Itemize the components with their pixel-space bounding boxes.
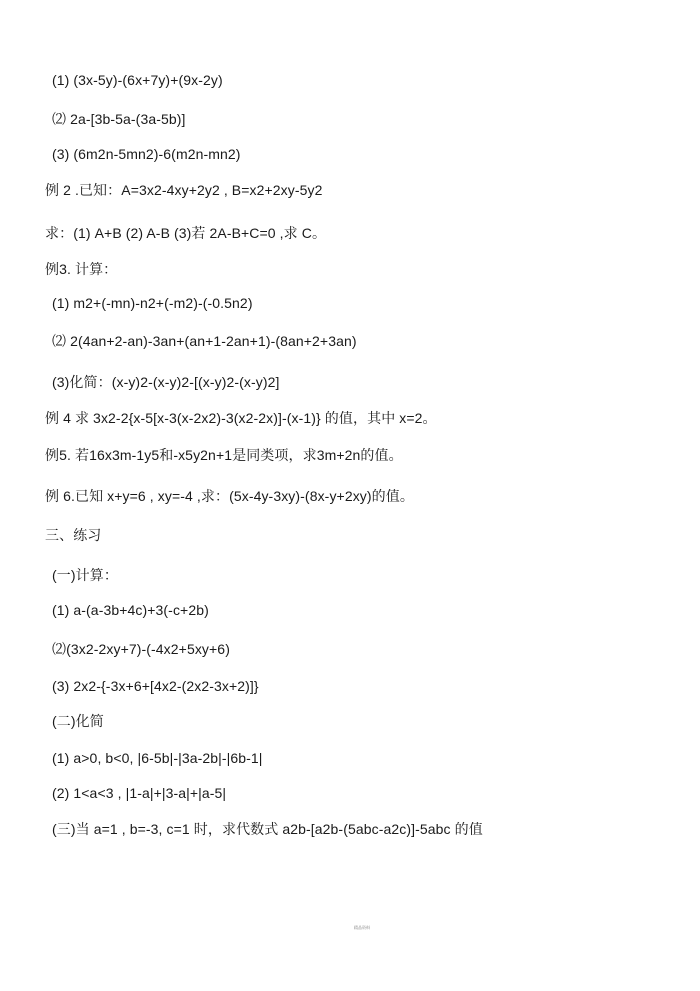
practice-2-1: (1) a>0, b<0, |6-5b|-|3a-2b|-|6b-1| bbox=[52, 750, 263, 766]
exercise-1-1: (1) (3x-5y)-(6x+7y)+(9x-2y) bbox=[52, 72, 223, 88]
example-5: 例5. 若16x3m-1y5和-x5y2n+1是同类项，求3m+2n的值。 bbox=[45, 447, 403, 463]
practice-1-3: (3) 2x2-{-3x+6+[4x2-(2x2-3x+2)]} bbox=[52, 678, 259, 694]
practice-1-1: (1) a-(a-3b+4c)+3(-c+2b) bbox=[52, 602, 209, 618]
example-3-3: (3)化简：(x-y)2-(x-y)2-[(x-y)2-(x-y)2] bbox=[52, 374, 280, 390]
example-2-given: 例 2 .已知：A=3x2-4xy+2y2 , B=x2+2xy-5y2 bbox=[45, 182, 323, 198]
practice-3: (三)当 a=1 , b=-3, c=1 时，求代数式 a2b-[a2b-(5abc-a2c)]-5abc 的值 bbox=[52, 821, 483, 837]
practice-1-2: ⑵(3x2-2xy+7)-(-4x2+5xy+6) bbox=[52, 641, 230, 657]
example-3-heading: 例3. 计算： bbox=[45, 261, 118, 277]
exercise-1-3: (3) (6m2n-5mn2)-6(m2n-mn2) bbox=[52, 146, 241, 162]
exercise-1-2: ⑵ 2a-[3b-5a-(3a-5b)] bbox=[52, 111, 186, 127]
example-3-1: (1) m2+(-mn)-n2+(-m2)-(-0.5n2) bbox=[52, 295, 253, 311]
example-3-2: ⑵ 2(4an+2-an)-3an+(an+1-2an+1)-(8an+2+3an) bbox=[52, 333, 357, 349]
practice-2-2: (2) 1<a<3 , |1-a|+|3-a|+|a-5| bbox=[52, 785, 227, 801]
practice-2-heading: (二)化简 bbox=[52, 713, 104, 729]
example-2-ask: 求：(1) A+B (2) A-B (3)若 2A-B+C=0 ,求 C。 bbox=[45, 225, 327, 241]
example-4: 例 4 求 3x2-2{x-5[x-3(x-2x2)-3(x2-2x)]-(x-1)} 的值，其中 x=2。 bbox=[45, 410, 437, 426]
example-6: 例 6.已知 x+y=6 , xy=-4 ,求：(5x-4y-3xy)-(8x-y+2xy)的值。 bbox=[45, 488, 414, 504]
footer-watermark: 精品资料 bbox=[354, 925, 370, 930]
section-practice-heading: 三、练习 bbox=[45, 527, 102, 543]
practice-1-heading: (一)计算： bbox=[52, 567, 118, 583]
